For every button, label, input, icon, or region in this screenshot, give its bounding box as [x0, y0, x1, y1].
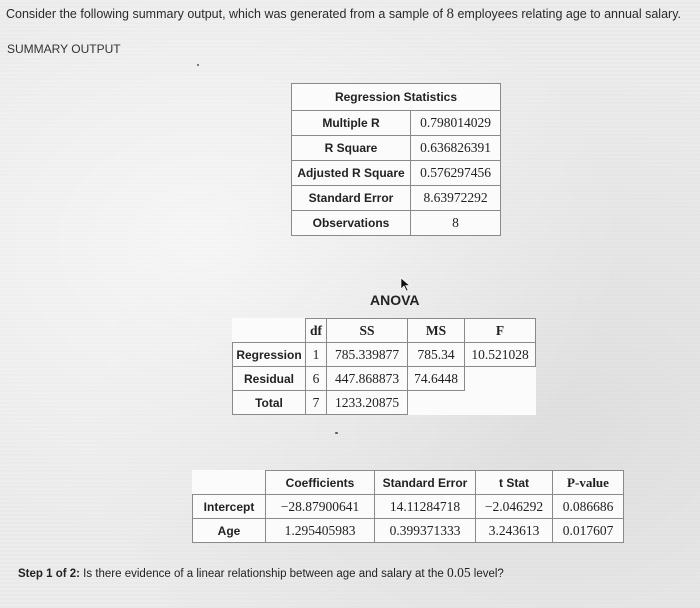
ss-header: SS: [327, 319, 408, 343]
f-value: 10.521028: [465, 343, 536, 367]
anova-row-label: Regression: [233, 343, 306, 367]
speck: [335, 432, 338, 434]
table-row: [292, 136, 501, 161]
ms-value: 785.34: [408, 343, 465, 367]
table-row: [193, 519, 624, 543]
sample-size: 8: [446, 6, 454, 22]
t-stat-value: −2.046292: [476, 495, 553, 519]
question-text: [6, 6, 681, 23]
stat-value: 0.636826391: [411, 136, 501, 161]
table-row: [193, 495, 624, 519]
stat-label: Multiple R: [292, 111, 411, 136]
ss-value: 785.339877: [327, 343, 408, 367]
p-value: 0.017607: [553, 519, 624, 543]
stat-value: 0.576297456: [411, 161, 501, 186]
p-value: 0.086686: [553, 495, 624, 519]
standard-error-value: 14.11284718: [375, 495, 476, 519]
speck: [197, 64, 199, 66]
table-row: [292, 84, 501, 111]
t-stat-value: 3.243613: [476, 519, 553, 543]
ms-header: MS: [408, 319, 465, 343]
coefficients-table: [192, 470, 624, 543]
ss-value: 447.868873: [327, 367, 408, 391]
question-text-before: Consider the following summary output, which was generated from a sample of: [6, 7, 447, 21]
table-row: [233, 343, 536, 367]
coefficients-header: Coefficients: [266, 471, 375, 495]
anova-row-label: Residual: [233, 367, 306, 391]
coefficient-value: 1.295405983: [266, 519, 375, 543]
step-text-before: Is there evidence of a linear relationship between age and salary at the: [79, 568, 447, 580]
table-row: [233, 391, 536, 415]
empty-cell: [465, 367, 536, 391]
empty-cell: [193, 471, 266, 495]
regression-statistics-caption: Regression Statistics: [292, 84, 501, 111]
stat-label: Adjusted R Square: [292, 161, 411, 186]
table-row: [292, 111, 501, 136]
table-row: [292, 161, 501, 186]
table-row: [233, 319, 536, 343]
stat-value: 8.63972292: [411, 186, 501, 211]
standard-error-header: Standard Error: [375, 471, 476, 495]
stat-value: 8: [411, 211, 501, 236]
stat-label: Observations: [292, 211, 411, 236]
mouse-pointer-icon: [400, 277, 412, 293]
p-value-header: P-value: [553, 471, 624, 495]
step-label: Step 1 of 2:: [18, 568, 80, 580]
df-value: 7: [306, 391, 327, 415]
table-row: [292, 186, 501, 211]
empty-cell: [233, 319, 306, 343]
t-stat-header: t Stat: [476, 471, 553, 495]
stat-label: Standard Error: [292, 186, 411, 211]
anova-title: ANOVA: [370, 292, 420, 308]
coef-row-label: Age: [193, 519, 266, 543]
standard-error-value: 0.399371333: [375, 519, 476, 543]
significance-level: 0.05: [446, 565, 471, 580]
step-text-after: level?: [470, 568, 504, 580]
df-header: df: [306, 319, 327, 343]
coefficient-value: −28.87900641: [266, 495, 375, 519]
df-value: 6: [306, 367, 327, 391]
question-text-after: employees relating age to annual salary.: [454, 7, 681, 21]
table-row: [292, 211, 501, 236]
f-header: F: [465, 319, 536, 343]
regression-statistics-table: [291, 83, 501, 236]
table-row: [193, 471, 624, 495]
summary-output-title: SUMMARY OUTPUT: [7, 42, 121, 56]
anova-row-label: Total: [233, 391, 306, 415]
coef-row-label: Intercept: [193, 495, 266, 519]
anova-table: [232, 318, 536, 415]
empty-cell: [408, 391, 465, 415]
step-instruction: [18, 565, 504, 581]
empty-cell: [465, 391, 536, 415]
ms-value: 74.6448: [408, 367, 465, 391]
ss-value: 1233.20875: [327, 391, 408, 415]
df-value: 1: [306, 343, 327, 367]
stat-value: 0.798014029: [411, 111, 501, 136]
stat-label: R Square: [292, 136, 411, 161]
table-row: [233, 367, 536, 391]
